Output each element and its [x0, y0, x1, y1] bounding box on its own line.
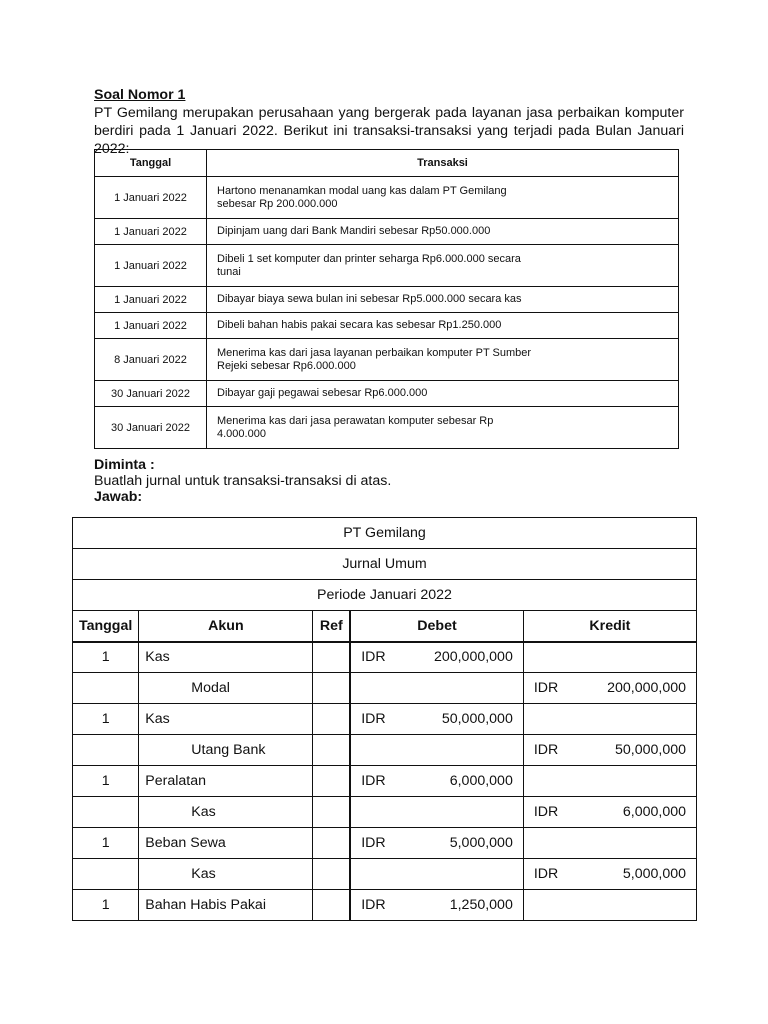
debet-currency: IDR [361, 773, 386, 789]
journal-company-row [73, 518, 697, 549]
journal-row-ref [313, 797, 350, 828]
journal-row [73, 766, 697, 797]
transaction-desc [207, 245, 679, 287]
journal-row-debet [350, 642, 523, 673]
transaction-row [95, 313, 679, 339]
kredit-currency: IDR [533, 680, 559, 696]
journal-row-account: Kas [139, 797, 313, 828]
question-intro [94, 86, 684, 158]
journal-name-row [73, 549, 697, 580]
journal-header-kredit: Kredit [523, 611, 696, 642]
debet-amount: 5,000,000 [449, 835, 513, 851]
journal-table [72, 517, 697, 921]
transaction-desc-line1: Dibeli bahan habis pakai secara kas sebesar Rp1.250.000 [217, 319, 502, 331]
transaction-row [95, 339, 679, 381]
kredit-amount: 200,000,000 [607, 680, 686, 696]
journal-row-date [73, 735, 139, 766]
journal-row-date: 1 [73, 642, 139, 673]
journal-row [73, 859, 697, 890]
journal-row-ref [313, 766, 350, 797]
journal-row [73, 890, 697, 921]
journal-row-ref [313, 673, 350, 704]
kredit-amount: 5,000,000 [622, 866, 686, 882]
journal-row-kredit [523, 673, 696, 704]
journal-period: Periode Januari 2022 [73, 580, 697, 611]
kredit-currency: IDR [533, 804, 559, 820]
transaction-desc-line2: 4.000.000 [217, 427, 266, 440]
transaction-row [95, 381, 679, 407]
kredit-currency: IDR [533, 866, 559, 882]
journal-row [73, 735, 697, 766]
journal-row-account: Kas [139, 859, 313, 890]
transaction-desc-line2: Rejeki sebesar Rp6.000.000 [217, 359, 356, 372]
transaction-desc [207, 381, 679, 407]
transaction-date: 8 Januari 2022 [95, 339, 207, 381]
transaction-date: 1 Januari 2022 [95, 219, 207, 245]
answer-label: Jawab: [94, 489, 143, 505]
journal-row-kredit [523, 859, 696, 890]
journal-row-account: Bahan Habis Pakai [139, 890, 313, 921]
journal-row-ref [313, 642, 350, 673]
transaction-desc [207, 287, 679, 313]
journal-row-kredit [523, 797, 696, 828]
transaction-desc-line1: Dipinjam uang dari Bank Mandiri sebesar Rp50.000.000 [217, 225, 491, 237]
transaction-desc-line1: Dibeli 1 set komputer dan printer seharga Rp6.000.000 secara [217, 252, 521, 265]
request-label: Diminta : [94, 457, 155, 473]
debet-currency: IDR [361, 649, 386, 666]
transaction-desc-line1: Hartono menanamkan modal uang kas dalam PT Gemilang [217, 184, 507, 197]
journal-body [73, 518, 697, 921]
transactions-body [95, 177, 679, 449]
journal-row-ref [313, 735, 350, 766]
transactions-header-desc: Transaksi [207, 150, 679, 177]
transaction-desc [207, 339, 679, 381]
journal-row-debet [350, 735, 523, 766]
transaction-row [95, 287, 679, 313]
journal-row [73, 704, 697, 735]
transaction-desc [207, 313, 679, 339]
journal-row-date: 1 [73, 704, 139, 735]
transaction-row [95, 219, 679, 245]
journal-row-kredit [523, 735, 696, 766]
journal-row-account: Kas [139, 704, 313, 735]
journal-row-date: 1 [73, 828, 139, 859]
journal-row-kredit [523, 642, 696, 673]
debet-currency: IDR [361, 835, 386, 851]
journal-row-account: Beban Sewa [139, 828, 313, 859]
request-section [94, 457, 684, 505]
journal-period-row [73, 580, 697, 611]
journal-row-debet [350, 673, 523, 704]
transaction-row [95, 407, 679, 449]
journal-row-debet [350, 797, 523, 828]
journal-row-account: Modal [139, 673, 313, 704]
kredit-amount: 6,000,000 [622, 804, 686, 820]
transaction-desc-line2: sebesar Rp 200.000.000 [217, 197, 338, 210]
journal-row-debet [350, 859, 523, 890]
journal-header-date: Tanggal [73, 611, 139, 642]
transactions-table [94, 149, 679, 449]
journal-row-debet [350, 890, 523, 921]
journal-row-account: Utang Bank [139, 735, 313, 766]
transaction-desc [207, 407, 679, 449]
journal-row-kredit [523, 766, 696, 797]
journal-header-account: Akun [139, 611, 313, 642]
journal-row [73, 642, 697, 673]
journal-row-kredit [523, 704, 696, 735]
journal-row-ref [313, 704, 350, 735]
transaction-desc-line1: Menerima kas dari jasa layanan perbaikan komputer PT Sumber [217, 346, 532, 359]
transaction-desc-line1: Dibayar biaya sewa bulan ini sebesar Rp5.000.000 secara kas [217, 293, 522, 305]
transactions-header-row [95, 150, 679, 177]
transaction-desc-line2: tunai [217, 265, 241, 278]
debet-amount: 50,000,000 [441, 711, 513, 727]
journal-row-kredit [523, 890, 696, 921]
journal-row [73, 673, 697, 704]
transaction-date: 30 Januari 2022 [95, 381, 207, 407]
debet-currency: IDR [361, 897, 386, 913]
transaction-date: 1 Januari 2022 [95, 313, 207, 339]
journal-row-kredit [523, 828, 696, 859]
journal-row-account: Peralatan [139, 766, 313, 797]
transaction-desc [207, 219, 679, 245]
transaction-date: 1 Januari 2022 [95, 177, 207, 219]
journal-row [73, 797, 697, 828]
journal-row-ref [313, 828, 350, 859]
journal-row-date [73, 859, 139, 890]
kredit-currency: IDR [533, 742, 559, 758]
transaction-desc-line1: Menerima kas dari jasa perawatan komputer sebesar Rp [217, 414, 494, 427]
transaction-row [95, 245, 679, 287]
transaction-date: 1 Januari 2022 [95, 245, 207, 287]
journal-row-debet [350, 704, 523, 735]
journal-header-ref: Ref [313, 611, 350, 642]
transaction-row [95, 177, 679, 219]
transactions-header-date: Tanggal [95, 150, 207, 177]
journal-name: Jurnal Umum [73, 549, 697, 580]
kredit-amount: 50,000,000 [614, 742, 686, 758]
question-title: Soal Nomor 1 [94, 87, 186, 103]
journal-company: PT Gemilang [73, 518, 697, 549]
transaction-date: 30 Januari 2022 [95, 407, 207, 449]
journal-row-debet [350, 766, 523, 797]
journal-row-date [73, 673, 139, 704]
transaction-date: 1 Januari 2022 [95, 287, 207, 313]
debet-amount: 200,000,000 [433, 649, 513, 666]
journal-row-ref [313, 859, 350, 890]
transaction-desc-line1: Dibayar gaji pegawai sebesar Rp6.000.000 [217, 387, 428, 399]
debet-amount: 6,000,000 [449, 773, 513, 789]
question-paragraph: PT Gemilang merupakan perusahaan yang bergerak pada layanan jasa perbaikan komputer berdiri pada 1 Januari 2022. Berikut ini transaksi-transaksi yang terjadi pada Bulan Januari 2022: [94, 105, 684, 157]
journal-row-account: Kas [139, 642, 313, 673]
journal-row-ref [313, 890, 350, 921]
request-text: Buatlah jurnal untuk transaksi-transaksi di atas. [94, 473, 392, 489]
journal-header-debet: Debet [350, 611, 523, 642]
journal-row [73, 828, 697, 859]
journal-row-date [73, 797, 139, 828]
debet-currency: IDR [361, 711, 386, 727]
journal-row-debet [350, 828, 523, 859]
journal-header-row [73, 611, 697, 642]
debet-amount: 1,250,000 [449, 897, 513, 913]
transaction-desc [207, 177, 679, 219]
journal-row-date: 1 [73, 766, 139, 797]
journal-row-date: 1 [73, 890, 139, 921]
